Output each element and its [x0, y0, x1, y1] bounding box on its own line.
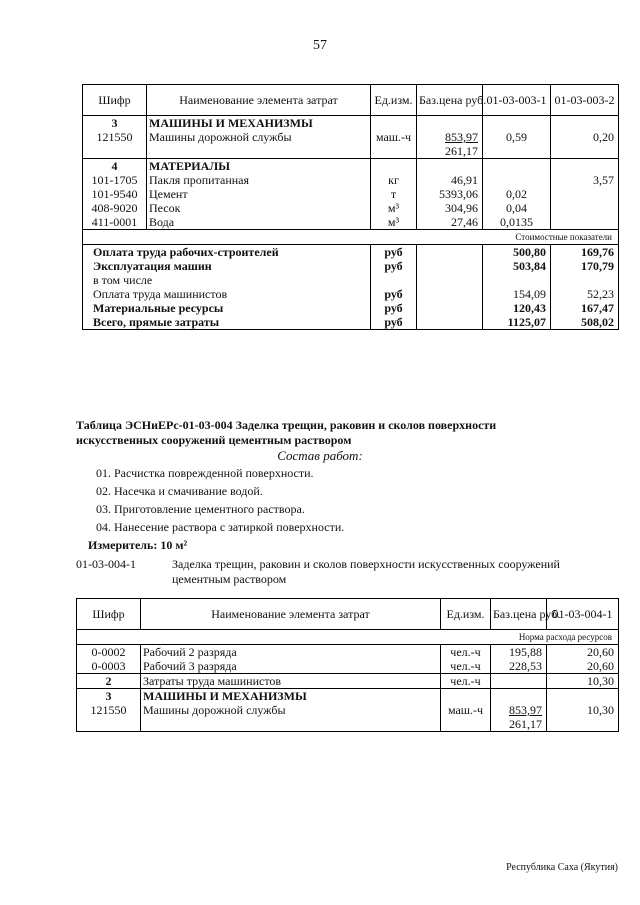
code-cell: 4 — [83, 159, 147, 174]
column-header: Наименование элемента затрат — [147, 85, 371, 116]
value-cell — [551, 187, 619, 201]
name-cell: Рабочий 3 разряда — [141, 659, 441, 674]
code-cell: 3 — [77, 689, 141, 704]
unit-cell — [371, 116, 417, 131]
value-cell: 1125,07 — [483, 315, 551, 330]
norm-label-row — [77, 630, 619, 645]
work-heading: Состав работ: — [277, 448, 363, 463]
table-row — [77, 689, 619, 704]
value-cell: 503,84 — [483, 259, 551, 273]
empty-cell — [417, 245, 483, 260]
price-value: 5393,06 — [439, 187, 478, 201]
unit-cell: маш.-ч — [371, 130, 417, 159]
code-cell: 121550 — [77, 703, 141, 732]
name-cell: Машины дорожной службы — [141, 703, 441, 732]
unit-cell: руб — [371, 301, 417, 315]
empty-cell — [417, 315, 483, 330]
value-cell: 3,57 — [551, 173, 619, 187]
unit-cell: кг — [371, 173, 417, 187]
empty-cell — [417, 259, 483, 273]
value-cell: 0,59 — [483, 130, 551, 159]
summary-name: Оплата труда рабочих-строителей — [83, 245, 371, 260]
name-cell: Затраты труда машинистов — [141, 674, 441, 689]
code-cell: 3 — [83, 116, 147, 131]
resource-table-1 — [82, 84, 619, 330]
price-value: 853,97 — [509, 703, 542, 717]
value-cell — [551, 273, 619, 287]
price-cell — [491, 674, 547, 689]
work-item: 01. Расчистка поврежденной поверхности. — [96, 466, 314, 480]
unit-cell: маш.-ч — [441, 703, 491, 732]
name-cell: Пакля пропитанная — [147, 173, 371, 187]
table-title: Таблица ЭСНиЕРс-01-03-004 Заделка трещин, раковин и сколов поверхности искусственных сооружений цементным раствором — [76, 418, 497, 447]
value-cell: 20,60 — [547, 659, 619, 674]
code-cell: 0-0002 — [77, 645, 141, 660]
name-cell: МАШИНЫ И МЕХАНИЗМЫ — [141, 689, 441, 704]
name-cell: Рабочий 2 разряда — [141, 645, 441, 660]
summary-name: Материальные ресурсы — [83, 301, 371, 315]
price-cell — [491, 703, 547, 732]
code-cell: 2 — [77, 674, 141, 689]
summary-name: Всего, прямые затраты — [83, 315, 371, 330]
summary-row — [83, 273, 619, 287]
unit-cell: т — [371, 187, 417, 201]
table-row — [77, 703, 619, 732]
unit-cell — [441, 689, 491, 704]
name-cell: Песок — [147, 201, 371, 215]
value-cell — [551, 201, 619, 215]
summary-row — [83, 301, 619, 315]
column-header: Баз.цена руб. — [417, 85, 483, 116]
code-description: Заделка трещин, раковин и сколов поверхности искусственных сооружений цементным раствором — [172, 557, 560, 586]
unit-cell: м³ — [371, 215, 417, 230]
value-cell: 0,04 — [483, 201, 551, 215]
code-cell: 101-1705 — [83, 173, 147, 187]
column-header: 01-03-003-1 — [483, 85, 551, 116]
code-ref: 01-03-004-1 — [76, 557, 136, 571]
measure-unit: Измеритель: 10 м² — [88, 538, 188, 552]
summary-row — [83, 315, 619, 330]
price-value: 853,97 — [445, 130, 478, 144]
unit-cell: чел.-ч — [441, 645, 491, 660]
code-cell: 0-0003 — [77, 659, 141, 674]
value-cell: 52,23 — [551, 287, 619, 301]
unit-cell: чел.-ч — [441, 674, 491, 689]
summary-row — [83, 245, 619, 260]
unit-cell: руб — [371, 245, 417, 260]
price-cell — [491, 689, 547, 704]
unit-cell — [371, 273, 417, 287]
unit-cell: руб — [371, 259, 417, 273]
table-row — [83, 215, 619, 230]
work-item: 02. Насечка и смачивание водой. — [96, 484, 263, 498]
column-header: Ед.изм. — [371, 85, 417, 116]
table-row — [83, 116, 619, 131]
value-cell: 20,60 — [547, 645, 619, 660]
code-cell: 101-9540 — [83, 187, 147, 201]
value-cell: 508,02 — [551, 315, 619, 330]
value-cell — [483, 116, 551, 131]
column-header: Баз.цена руб. — [491, 599, 547, 630]
empty-cell — [417, 287, 483, 301]
summary-name: в том числе — [83, 273, 371, 287]
empty-cell — [417, 273, 483, 287]
unit-cell: чел.-ч — [441, 659, 491, 674]
table-row — [83, 201, 619, 215]
name-cell: Вода — [147, 215, 371, 230]
table-row — [83, 187, 619, 201]
value-cell: 10,30 — [547, 703, 619, 732]
value-cell: 167,47 — [551, 301, 619, 315]
code-cell: 121550 — [83, 130, 147, 159]
price-cell — [491, 645, 547, 660]
cost-label: Стоимостные показатели — [83, 230, 619, 245]
name-cell: Цемент — [147, 187, 371, 201]
table-row — [77, 645, 619, 660]
value-cell: 154,09 — [483, 287, 551, 301]
column-header: Ед.изм. — [441, 599, 491, 630]
price-cell — [417, 173, 483, 187]
value-cell: 500,80 — [483, 245, 551, 260]
price-value: 27,46 — [451, 215, 478, 229]
table-row — [77, 659, 619, 674]
summary-row — [83, 259, 619, 273]
price-cell — [417, 215, 483, 230]
price-cell — [417, 187, 483, 201]
header-row — [83, 85, 619, 116]
footer-region: Республика Саха (Якутия) — [506, 862, 618, 873]
summary-row — [83, 287, 619, 301]
unit-cell: руб — [371, 315, 417, 330]
value-cell: 0,02 — [483, 187, 551, 201]
work-item: 04. Нанесение раствора с затиркой поверхности. — [96, 520, 345, 534]
cost-label-row — [83, 230, 619, 245]
value-cell: 170,79 — [551, 259, 619, 273]
price-value: 195,88 — [509, 645, 542, 659]
code-cell: 408-9020 — [83, 201, 147, 215]
page-number: 57 — [313, 38, 327, 53]
unit-cell — [371, 159, 417, 174]
column-header: Шифр — [77, 599, 141, 630]
price-value: 228,53 — [509, 659, 542, 673]
unit-cell: руб — [371, 287, 417, 301]
name-cell: МАТЕРИАЛЫ — [147, 159, 371, 174]
price-cell — [417, 201, 483, 215]
summary-name: Эксплуатация машин — [83, 259, 371, 273]
price-value: 304,96 — [445, 201, 478, 215]
resource-table-2 — [76, 598, 619, 732]
summary-name: Оплата труда машинистов — [83, 287, 371, 301]
value-cell — [483, 159, 551, 174]
value-cell — [551, 159, 619, 174]
column-header: Наименование элемента затрат — [141, 599, 441, 630]
value-cell — [551, 215, 619, 230]
value-cell: 0,20 — [551, 130, 619, 159]
norm-label: Норма расхода ресурсов — [77, 630, 619, 645]
value-cell: 169,76 — [551, 245, 619, 260]
column-header: Шифр — [83, 85, 147, 116]
value-cell — [483, 273, 551, 287]
value-cell: 10,30 — [547, 674, 619, 689]
price-cell — [417, 116, 483, 131]
name-cell: Машины дорожной службы — [147, 130, 371, 159]
price-cell — [491, 659, 547, 674]
value-cell — [547, 689, 619, 704]
name-cell: МАШИНЫ И МЕХАНИЗМЫ — [147, 116, 371, 131]
column-header: 01-03-004-1 — [547, 599, 619, 630]
price-value: 46,91 — [451, 173, 478, 187]
price-cell — [417, 130, 483, 159]
table-row — [83, 130, 619, 159]
table-row — [83, 159, 619, 174]
value-cell — [551, 116, 619, 131]
value-cell: 0,0135 — [483, 215, 551, 230]
price-value-2: 261,17 — [509, 717, 542, 731]
table-row — [77, 674, 619, 689]
price-value-2: 261,17 — [445, 144, 478, 158]
empty-cell — [417, 301, 483, 315]
unit-cell: м³ — [371, 201, 417, 215]
value-cell: 120,43 — [483, 301, 551, 315]
price-cell — [417, 159, 483, 174]
table-row — [83, 173, 619, 187]
value-cell — [483, 173, 551, 187]
column-header: 01-03-003-2 — [551, 85, 619, 116]
work-item: 03. Приготовление цементного раствора. — [96, 502, 305, 516]
code-cell: 411-0001 — [83, 215, 147, 230]
header-row — [77, 599, 619, 630]
